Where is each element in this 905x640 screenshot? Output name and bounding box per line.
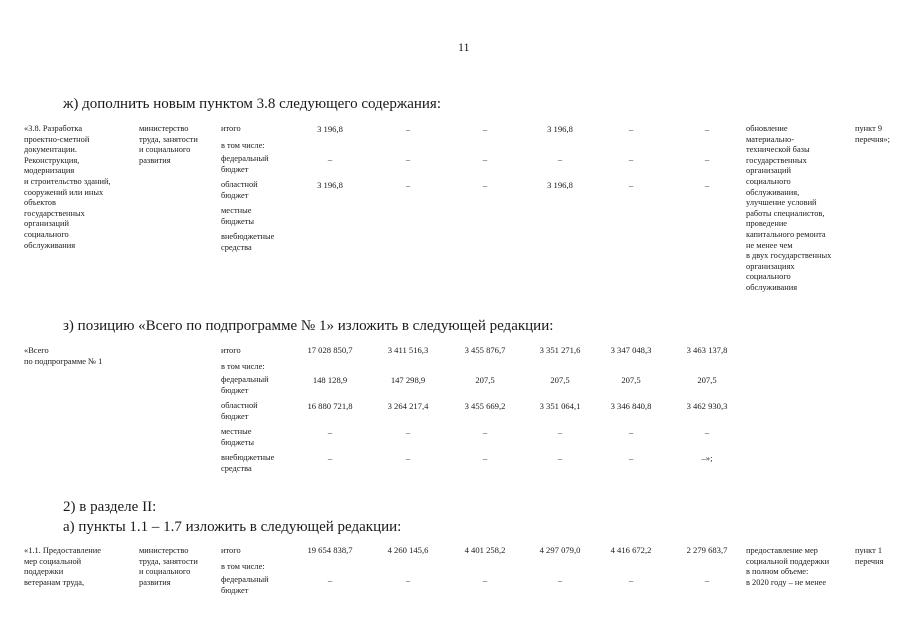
- text-line: министерство: [139, 546, 189, 555]
- table-cell: 16 880 721,8: [307, 401, 353, 411]
- text-line: обслуживания: [24, 240, 76, 250]
- text-line: организациях: [746, 261, 795, 271]
- s2-row-label: в том числе:: [221, 562, 265, 571]
- table-cell: –: [557, 154, 563, 164]
- text-line: документации.: [24, 145, 77, 155]
- text-line: перечня»;: [855, 134, 890, 144]
- table-cell: 3 347 048,3: [610, 345, 652, 355]
- text-line: обслуживания,: [746, 187, 800, 197]
- text-line: областной: [221, 180, 258, 189]
- table-cell: 4 260 145,6: [387, 545, 429, 555]
- table-cell: 3 196,8: [547, 180, 573, 190]
- text-line: местные: [221, 206, 252, 215]
- text-line: проведение: [746, 219, 788, 229]
- text-line: организаций: [24, 219, 69, 229]
- table-cell: 3 463 137,8: [686, 345, 728, 355]
- table-cell: –: [704, 427, 710, 437]
- zh-col-ref: [855, 124, 890, 145]
- z-row-label: [221, 375, 269, 396]
- text-line: бюджет: [221, 164, 249, 174]
- text-line: по подпрограмме № 1: [24, 356, 103, 366]
- table-cell: –: [405, 427, 411, 437]
- text-line: развития: [139, 155, 171, 165]
- text-line: социального: [24, 229, 69, 239]
- table-cell: 4 416 672,2: [610, 545, 652, 555]
- text-line: капитального ремонта: [746, 229, 826, 239]
- text-line: министерство: [139, 124, 189, 133]
- text-line: организаций: [746, 166, 791, 176]
- z-row-label: [221, 427, 254, 448]
- zh-row-label: [221, 206, 254, 227]
- table-cell: –: [628, 154, 634, 164]
- text-line: «3.8. Разработка: [24, 124, 83, 133]
- table-cell: 3 455 876,7: [464, 345, 506, 355]
- text-line: и строительство зданий,: [24, 176, 111, 186]
- table-cell: –: [628, 180, 634, 190]
- text-line: обслуживания: [746, 282, 798, 292]
- text-line: социальной поддержки: [746, 556, 830, 566]
- text-line: местные: [221, 427, 252, 436]
- text-line: в полном объеме:: [746, 567, 809, 577]
- table-cell: 207,5: [697, 375, 717, 385]
- page-number: 11: [458, 40, 470, 54]
- text-line: федеральный: [221, 154, 269, 163]
- s2-row-label: [221, 575, 269, 596]
- text-line: пункт 1: [855, 546, 883, 555]
- table-cell: 148 128,9: [312, 375, 348, 385]
- text-line: внебюджетные: [221, 232, 275, 241]
- z-row-label: итого: [221, 346, 241, 355]
- table-cell: 207,5: [621, 375, 641, 385]
- text-line: бюджет: [221, 411, 249, 421]
- s2-col-result: [746, 546, 829, 588]
- table-cell: 3 455 669,2: [464, 401, 506, 411]
- zh-row-label: [221, 154, 269, 175]
- zh-col-executor: [139, 124, 198, 166]
- table-cell: 3 196,8: [317, 180, 343, 190]
- table-cell: 3 264 217,4: [387, 401, 429, 411]
- text-line: «Всего: [24, 346, 49, 355]
- text-line: модернизация: [24, 166, 75, 176]
- text-line: федеральный: [221, 375, 269, 384]
- text-line: и социального: [139, 145, 191, 155]
- text-line: не менее чем: [746, 240, 793, 250]
- table-cell: 3 411 516,3: [387, 345, 429, 355]
- table-cell: –: [557, 427, 563, 437]
- zh-row-label: [221, 232, 274, 253]
- table-cell: 207,5: [475, 375, 495, 385]
- table-cell: –: [405, 154, 411, 164]
- text-line: внебюджетные: [221, 453, 275, 462]
- zh-col-name: [24, 124, 111, 251]
- table-cell: –: [628, 575, 634, 585]
- text-line: бюджет: [221, 585, 249, 595]
- text-line: проектно-сметной: [24, 134, 90, 144]
- text-line: бюджет: [221, 385, 249, 395]
- text-line: бюджеты: [221, 437, 255, 447]
- table-cell: –: [405, 575, 411, 585]
- table-cell: –: [482, 180, 488, 190]
- s2-row-label: итого: [221, 546, 241, 555]
- table-cell: –: [704, 124, 710, 134]
- z-row-label: [221, 453, 274, 474]
- z-row-label: [221, 401, 258, 422]
- table-cell: 3 346 840,8: [610, 401, 652, 411]
- table-cell: –: [482, 575, 488, 585]
- zh-col-result: [746, 124, 831, 294]
- zh-row-label: [221, 180, 258, 201]
- text-line: материально-: [746, 134, 795, 144]
- text-line: ветеранам труда,: [24, 577, 85, 587]
- table-cell: 2 279 683,7: [686, 545, 728, 555]
- table-cell: 207,5: [550, 375, 570, 385]
- table-cell: 17 028 850,7: [307, 345, 353, 355]
- text-line: федеральный: [221, 575, 269, 584]
- z-row-label: в том числе:: [221, 362, 265, 371]
- table-cell: –: [704, 180, 710, 190]
- table-cell: –: [704, 575, 710, 585]
- table-cell: –: [482, 154, 488, 164]
- zh-row-label: итого: [221, 124, 241, 133]
- table-cell: –: [557, 453, 563, 463]
- s2-col-name: [24, 546, 101, 588]
- section-z-heading: з) позицию «Всего по подпрограмме № 1» изложить в следующей редакции:: [63, 318, 554, 334]
- text-line: пункт 9: [855, 124, 883, 133]
- text-line: государственных: [746, 155, 807, 165]
- table-cell: 3 351 064,1: [539, 401, 581, 411]
- table-cell: 4 401 258,2: [464, 545, 506, 555]
- text-line: работы специалистов,: [746, 208, 825, 218]
- table-cell: 3 462 930,3: [686, 401, 728, 411]
- table-cell: –: [405, 453, 411, 463]
- text-line: мер социальной: [24, 556, 82, 566]
- text-line: в двух государственных: [746, 251, 832, 261]
- table-cell: 3 196,8: [547, 124, 573, 134]
- table-cell: –: [327, 453, 333, 463]
- text-line: обновление: [746, 124, 788, 133]
- table-cell: 147 298,9: [390, 375, 426, 385]
- text-line: сооружений или иных: [24, 187, 104, 197]
- text-line: и социального: [139, 567, 191, 577]
- text-line: государственных: [24, 208, 85, 218]
- text-line: социального: [746, 272, 791, 282]
- table-cell: –: [482, 124, 488, 134]
- section-zh-heading: ж) дополнить новым пунктом 3.8 следующего содержания:: [63, 96, 441, 112]
- zh-row-label: в том числе:: [221, 141, 265, 150]
- text-line: развития: [139, 577, 171, 587]
- table-cell: –: [327, 154, 333, 164]
- text-line: труда, занятости: [139, 134, 198, 144]
- table-cell: –: [628, 124, 634, 134]
- z-col-name: [24, 346, 102, 367]
- table-cell: –: [482, 427, 488, 437]
- text-line: технической базы: [746, 145, 810, 155]
- section-2-heading: 2) в разделе II:: [63, 499, 157, 515]
- text-line: бюджет: [221, 190, 249, 200]
- text-line: предоставление мер: [746, 546, 818, 555]
- s2-col-executor: [139, 546, 198, 588]
- table-cell: 4 297 079,0: [539, 545, 581, 555]
- s2-col-ref: [855, 546, 883, 567]
- table-cell: –: [557, 575, 563, 585]
- table-cell: –: [628, 453, 634, 463]
- table-cell: –: [327, 575, 333, 585]
- section-2-subheading: а) пункты 1.1 – 1.7 изложить в следующей редакции:: [63, 519, 402, 535]
- text-line: перечня: [855, 556, 884, 566]
- text-line: областной: [221, 401, 258, 410]
- table-cell: –: [405, 180, 411, 190]
- text-line: средства: [221, 242, 252, 252]
- table-cell: 3 351 271,6: [539, 345, 581, 355]
- table-cell: –: [405, 124, 411, 134]
- table-cell: –: [628, 427, 634, 437]
- text-line: улучшение условий: [746, 198, 817, 208]
- table-cell: –: [327, 427, 333, 437]
- text-line: объектов: [24, 198, 56, 208]
- table-cell: 3 196,8: [317, 124, 343, 134]
- text-line: труда, занятости: [139, 556, 198, 566]
- text-line: «1.1. Предоставление: [24, 546, 101, 555]
- text-line: Реконструкция,: [24, 155, 80, 165]
- table-cell: –: [704, 154, 710, 164]
- table-cell: 19 654 838,7: [307, 545, 353, 555]
- text-line: бюджеты: [221, 216, 255, 226]
- table-cell: –»;: [701, 453, 713, 463]
- text-line: средства: [221, 463, 252, 473]
- text-line: поддержки: [24, 567, 64, 577]
- text-line: социального: [746, 176, 791, 186]
- table-cell: –: [482, 453, 488, 463]
- text-line: в 2020 году – не менее: [746, 577, 827, 587]
